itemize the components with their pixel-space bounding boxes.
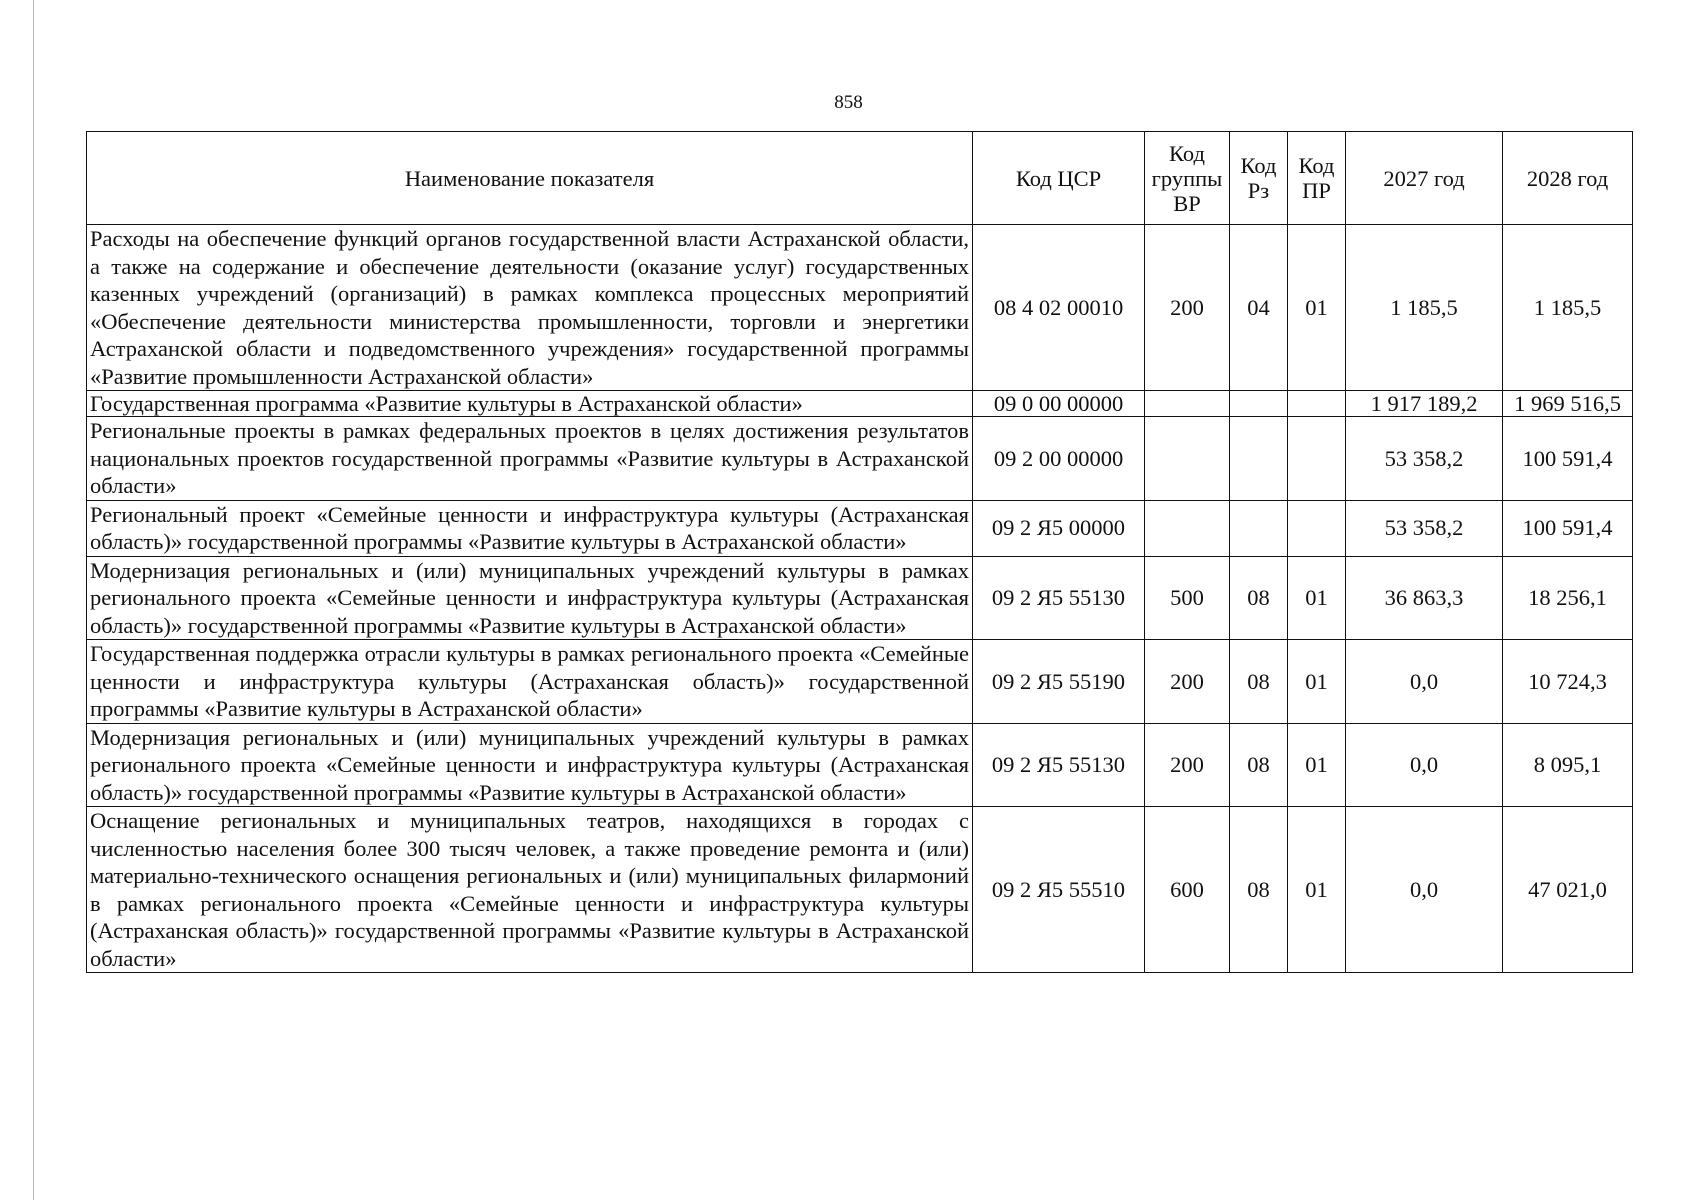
row-name: Модернизация региональных и (или) муниципальных учреждений культуры в рамках регионального проекта «Семейные ценности и инфраструктура культуры (Астраханская область)» государственной программы «Развитие культуры в Астраханской области» bbox=[87, 556, 973, 640]
row-csr: 09 2 Я5 55510 bbox=[973, 807, 1145, 973]
row-2027: 36 863,3 bbox=[1346, 556, 1503, 640]
row-name: Оснащение региональных и муниципальных театров, находящихся в городах с численностью населения более 300 тысяч человек, а также проведение ремонта и (или) материально-технического оснащения региональных и (или) муниципальных филармоний в рамках регионального проекта «Семейные ценности и инфраструктура культуры (Астраханская область)» государственной программы «Развитие культуры в Астраханской области» bbox=[87, 807, 973, 973]
row-vr: 600 bbox=[1145, 807, 1230, 973]
table-row bbox=[87, 723, 1633, 807]
row-2028: 8 095,1 bbox=[1503, 723, 1633, 807]
row-csr: 09 2 Я5 00000 bbox=[973, 500, 1145, 556]
row-2027: 53 358,2 bbox=[1346, 500, 1503, 556]
row-2027: 0,0 bbox=[1346, 640, 1503, 724]
row-pr bbox=[1288, 391, 1346, 417]
row-csr: 09 0 00 00000 bbox=[973, 391, 1145, 417]
row-rz: 04 bbox=[1230, 225, 1288, 391]
row-vr: 200 bbox=[1145, 723, 1230, 807]
row-csr: 08 4 02 00010 bbox=[973, 225, 1145, 391]
row-rz: 08 bbox=[1230, 640, 1288, 724]
table-header-row bbox=[87, 132, 1633, 225]
row-2028: 1 969 516,5 bbox=[1503, 391, 1633, 417]
row-csr: 09 2 Я5 55190 bbox=[973, 640, 1145, 724]
row-rz: 08 bbox=[1230, 723, 1288, 807]
row-vr bbox=[1145, 417, 1230, 501]
row-vr bbox=[1145, 500, 1230, 556]
budget-table bbox=[86, 131, 1633, 973]
row-2027: 1 917 189,2 bbox=[1346, 391, 1503, 417]
row-2028: 47 021,0 bbox=[1503, 807, 1633, 973]
row-name: Региональные проекты в рамках федеральных проектов в целях достижения результатов национальных проектов государственной программы «Развитие культуры в Астраханской области» bbox=[87, 417, 973, 501]
row-2028: 18 256,1 bbox=[1503, 556, 1633, 640]
row-2027: 53 358,2 bbox=[1346, 417, 1503, 501]
row-vr: 200 bbox=[1145, 225, 1230, 391]
row-2028: 100 591,4 bbox=[1503, 417, 1633, 501]
table-row bbox=[87, 417, 1633, 501]
page-edge-line bbox=[33, 0, 34, 1200]
row-name: Государственная программа «Развитие культуры в Астраханской области» bbox=[87, 391, 973, 417]
row-2028: 10 724,3 bbox=[1503, 640, 1633, 724]
row-2027: 0,0 bbox=[1346, 807, 1503, 973]
table-row bbox=[87, 807, 1633, 973]
table-row bbox=[87, 391, 1633, 417]
row-vr: 200 bbox=[1145, 640, 1230, 724]
row-name: Государственная поддержка отрасли культуры в рамках регионального проекта «Семейные ценности и инфраструктура культуры (Астраханская область)» государственной программы «Развитие культуры в Астраханской области» bbox=[87, 640, 973, 724]
header-csr: Код ЦСР bbox=[973, 132, 1145, 225]
row-rz bbox=[1230, 417, 1288, 501]
table-row bbox=[87, 500, 1633, 556]
header-2027: 2027 год bbox=[1346, 132, 1503, 225]
row-csr: 09 2 Я5 55130 bbox=[973, 556, 1145, 640]
row-2028: 100 591,4 bbox=[1503, 500, 1633, 556]
row-csr: 09 2 00 00000 bbox=[973, 417, 1145, 501]
header-2028: 2028 год bbox=[1503, 132, 1633, 225]
row-pr: 01 bbox=[1288, 556, 1346, 640]
row-rz: 08 bbox=[1230, 807, 1288, 973]
row-2027: 0,0 bbox=[1346, 723, 1503, 807]
row-2028: 1 185,5 bbox=[1503, 225, 1633, 391]
row-pr: 01 bbox=[1288, 640, 1346, 724]
row-pr: 01 bbox=[1288, 723, 1346, 807]
row-rz: 08 bbox=[1230, 556, 1288, 640]
row-vr bbox=[1145, 391, 1230, 417]
header-vr: Код группы ВР bbox=[1145, 132, 1230, 225]
row-name: Региональный проект «Семейные ценности и инфраструктура культуры (Астраханская область)» государственной программы «Развитие культуры в Астраханской области» bbox=[87, 500, 973, 556]
table-row bbox=[87, 640, 1633, 724]
row-2027: 1 185,5 bbox=[1346, 225, 1503, 391]
row-pr bbox=[1288, 500, 1346, 556]
header-name: Наименование показателя bbox=[87, 132, 973, 225]
header-pr: Код ПР bbox=[1288, 132, 1346, 225]
row-rz bbox=[1230, 391, 1288, 417]
table-row bbox=[87, 556, 1633, 640]
row-csr: 09 2 Я5 55130 bbox=[973, 723, 1145, 807]
header-rz: Код Рз bbox=[1230, 132, 1288, 225]
row-name: Расходы на обеспечение функций органов государственной власти Астраханской области, а также на содержание и обеспечение деятельности (оказание услуг) государственных казенных учреждений (организаций) в рамках комплекса процессных мероприятий «Обеспечение деятельности министерства промышленности, торговли и энергетики Астраханской области и подведомственного учреждения» государственной программы «Развитие промышленности Астраханской области» bbox=[87, 225, 973, 391]
table-row bbox=[87, 225, 1633, 391]
row-pr bbox=[1288, 417, 1346, 501]
row-name: Модернизация региональных и (или) муниципальных учреждений культуры в рамках регионального проекта «Семейные ценности и инфраструктура культуры (Астраханская область)» государственной программы «Развитие культуры в Астраханской области» bbox=[87, 723, 973, 807]
row-vr: 500 bbox=[1145, 556, 1230, 640]
row-rz bbox=[1230, 500, 1288, 556]
page-number: 858 bbox=[834, 92, 863, 113]
row-pr: 01 bbox=[1288, 807, 1346, 973]
row-pr: 01 bbox=[1288, 225, 1346, 391]
